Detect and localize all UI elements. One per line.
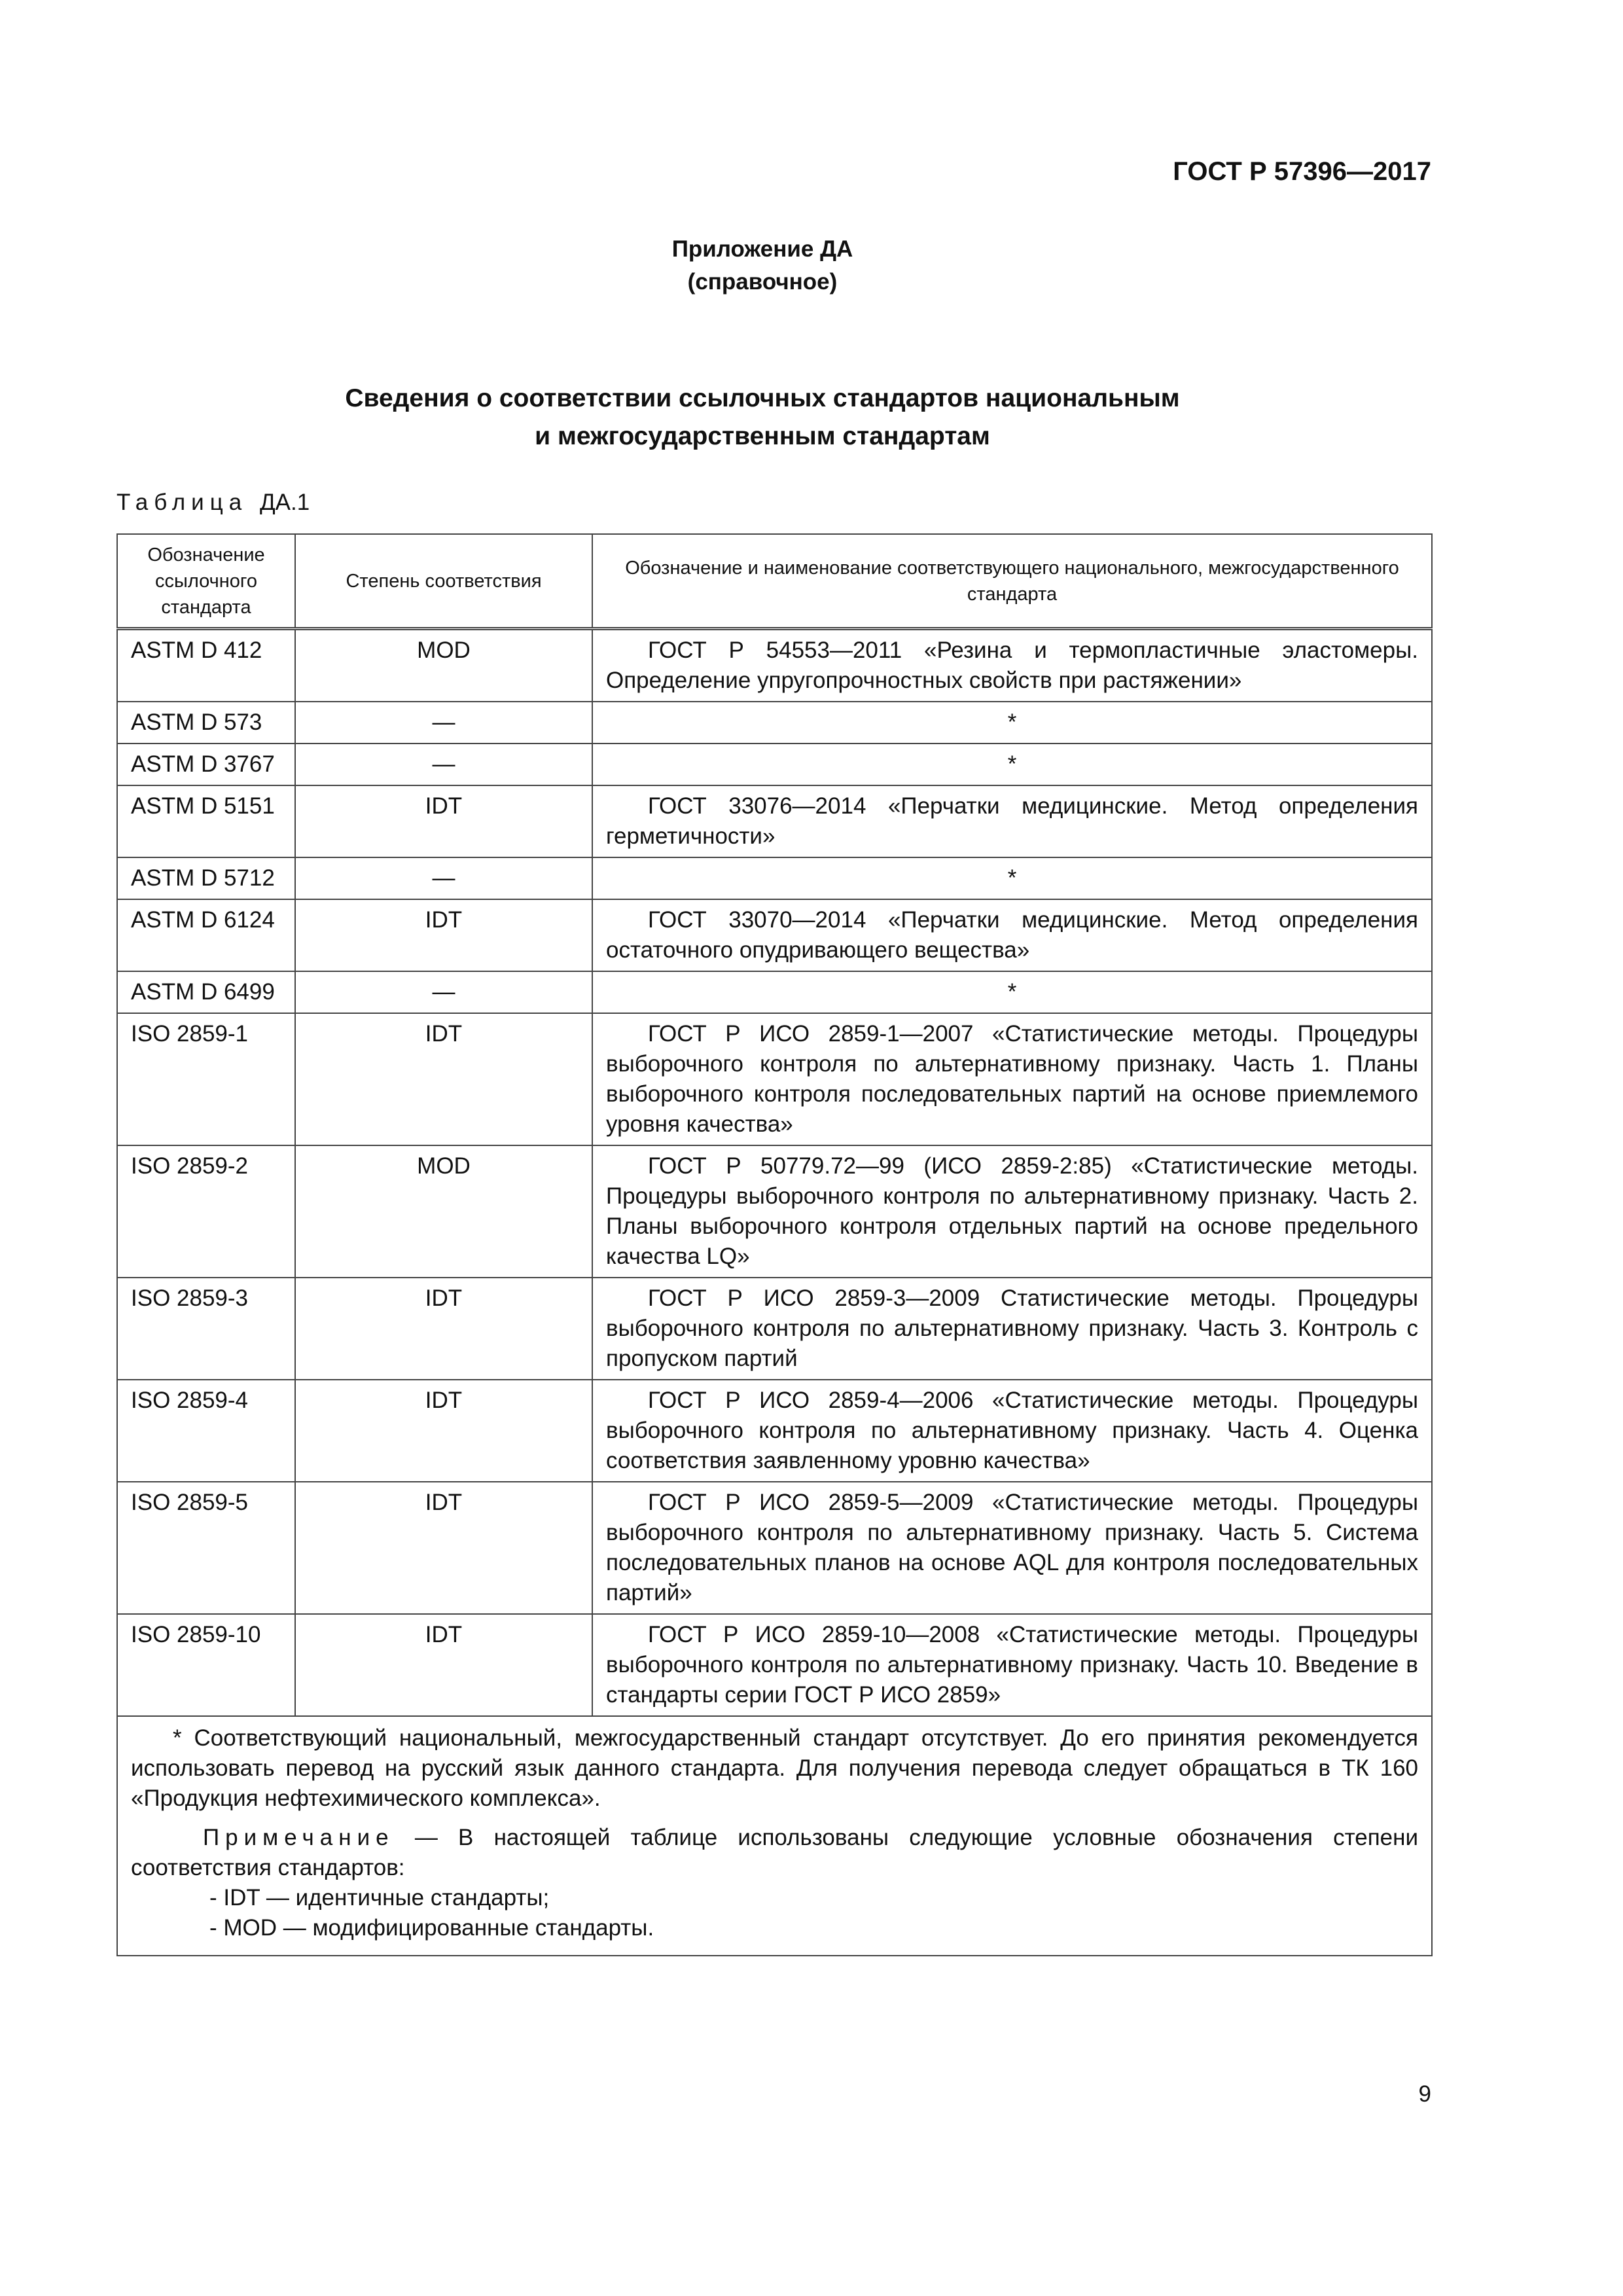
ref-cell: ISO 2859-10 [117, 1614, 295, 1716]
degree-cell: IDT [295, 899, 592, 971]
ref-cell: ISO 2859-1 [117, 1013, 295, 1145]
national-cell [592, 1013, 1432, 1145]
degree-cell: IDT [295, 1482, 592, 1614]
national-cell [592, 744, 1432, 785]
degree-cell: — [295, 857, 592, 899]
table-caption-prefix: Таблица [116, 490, 248, 515]
national-cell [592, 971, 1432, 1013]
degree-cell: MOD [295, 1145, 592, 1278]
ref-cell: ASTM D 5712 [117, 857, 295, 899]
ref-cell: ISO 2859-5 [117, 1482, 295, 1614]
header-ref-standard: Обозначение ссылочного стандарта [117, 534, 295, 629]
national-text: ГОСТ Р ИСО 2859-3—2009 Статистические методы. Процедуры выборочного контроля по альтернативному признаку. Часть 3. Контроль с пропуском партий [606, 1285, 1418, 1371]
table-row [117, 1013, 1432, 1145]
ref-cell: ISO 2859-2 [117, 1145, 295, 1278]
table-row [117, 1380, 1432, 1482]
table-row [117, 1482, 1432, 1614]
table-row [117, 899, 1432, 971]
ref-cell: ISO 2859-4 [117, 1380, 295, 1482]
national-text: ГОСТ Р 54553—2011 «Резина и термопластичные эластомеры. Определение упругопрочностных свойств при растяжении» [606, 637, 1418, 693]
national-cell [592, 1145, 1432, 1278]
table-row [117, 1614, 1432, 1716]
table-row [117, 1278, 1432, 1380]
degree-cell: IDT [295, 1278, 592, 1380]
page-number: 9 [1418, 2081, 1431, 2107]
table-row [117, 857, 1432, 899]
ref-cell: ASTM D 5151 [117, 785, 295, 857]
table-caption [116, 490, 310, 516]
degree-cell: IDT [295, 1614, 592, 1716]
table-row [117, 702, 1432, 744]
national-text: * [1007, 709, 1017, 735]
national-text: ГОСТ Р 50779.72—99 (ИСО 2859-2:85) «Статистические методы. Процедуры выборочного контроля по альтернативному признаку. Часть 2. Планы выборочного контроля отдельных партий на основе предельного качества LQ» [606, 1153, 1418, 1269]
national-text: * [1007, 865, 1017, 891]
table-row [117, 971, 1432, 1013]
national-text: ГОСТ 33076—2014 «Перчатки медицинские. Метод определения герметичности» [606, 793, 1418, 849]
degree-cell: — [295, 971, 592, 1013]
degree-cell: — [295, 744, 592, 785]
degree-cell: IDT [295, 785, 592, 857]
national-text: * [1007, 751, 1017, 777]
note-list-item: - IDT — идентичные стандарты; [209, 1885, 550, 1910]
reference-standards-table [116, 533, 1433, 1956]
annex-kind: (справочное) [687, 269, 838, 295]
national-cell [592, 1614, 1432, 1716]
table-row [117, 785, 1432, 857]
ref-cell: ASTM D 3767 [117, 744, 295, 785]
ref-cell: ASTM D 6499 [117, 971, 295, 1013]
national-cell [592, 1380, 1432, 1482]
national-cell [592, 1278, 1432, 1380]
national-cell [592, 629, 1432, 702]
degree-cell: MOD [295, 629, 592, 702]
note-label: Примечание [203, 1825, 395, 1850]
title-line-2: и межгосударственным стандартам [535, 422, 990, 450]
title-line-1: Сведения о соответствии ссылочных стандартов национальным [345, 384, 1180, 412]
degree-cell: — [295, 702, 592, 744]
national-text: ГОСТ Р ИСО 2859-10—2008 «Статистические методы. Процедуры выборочного контроля по альтернативному признаку. Часть 10. Введение в стандарты серии ГОСТ Р ИСО 2859» [606, 1622, 1418, 1708]
annex-title: Приложение ДА [671, 236, 853, 262]
standard-code: ГОСТ Р 57396—2017 [1173, 157, 1431, 186]
national-cell [592, 1482, 1432, 1614]
ref-cell: ISO 2859-3 [117, 1278, 295, 1380]
national-text: ГОСТ 33070—2014 «Перчатки медицинские. Метод определения остаточного опудривающего вещества» [606, 907, 1418, 963]
national-cell [592, 702, 1432, 744]
table-footnote: * Соответствующий национальный, межгосударственный стандарт отсутствует. До его принятия рекомендуется использовать перевод на русский язык данного стандарта. Для получения перевода следует обращаться в ТК 160 «Продукция нефтехимического комплекса». [131, 1725, 1418, 1811]
national-text: ГОСТ Р ИСО 2859-5—2009 «Статистические методы. Процедуры выборочного контроля по альтернативному признаку. Часть 5. Система последовательных планов на основе AQL для контроля последовательных партий» [606, 1490, 1418, 1605]
ref-cell: ASTM D 412 [117, 629, 295, 702]
table-note [131, 1823, 1418, 1883]
national-text: * [1007, 979, 1017, 1005]
note-text: — В настоящей таблице использованы следующие условные обозначения степени соответствия стандартов: [131, 1825, 1418, 1880]
note-list-item: - MOD — модифицированные стандарты. [209, 1915, 654, 1941]
table-row [117, 629, 1432, 702]
table-notes-row [117, 1716, 1432, 1956]
table-header-row [117, 534, 1432, 629]
document-title [0, 380, 1525, 456]
annex-heading [0, 233, 1525, 298]
table-row [117, 1145, 1432, 1278]
header-degree: Степень соответствия [295, 534, 592, 629]
ref-cell: ASTM D 6124 [117, 899, 295, 971]
header-national-standard: Обозначение и наименование соответствующего национального, межгосударственного стандарта [592, 534, 1432, 629]
national-cell [592, 785, 1432, 857]
national-cell [592, 899, 1432, 971]
degree-cell: IDT [295, 1380, 592, 1482]
ref-cell: ASTM D 573 [117, 702, 295, 744]
national-cell [592, 857, 1432, 899]
table-notes-cell [117, 1716, 1432, 1956]
table-caption-number: ДА.1 [259, 490, 310, 515]
degree-cell: IDT [295, 1013, 592, 1145]
national-text: ГОСТ Р ИСО 2859-4—2006 «Статистические методы. Процедуры выборочного контроля по альтернативному признаку. Часть 4. Оценка соответствия заявленному уровню качества» [606, 1388, 1418, 1473]
table-row [117, 744, 1432, 785]
national-text: ГОСТ Р ИСО 2859-1—2007 «Статистические методы. Процедуры выборочного контроля по альтернативному признаку. Часть 1. Планы выборочного контроля последовательных партий на основе приемлемого уровня качества» [606, 1021, 1418, 1137]
